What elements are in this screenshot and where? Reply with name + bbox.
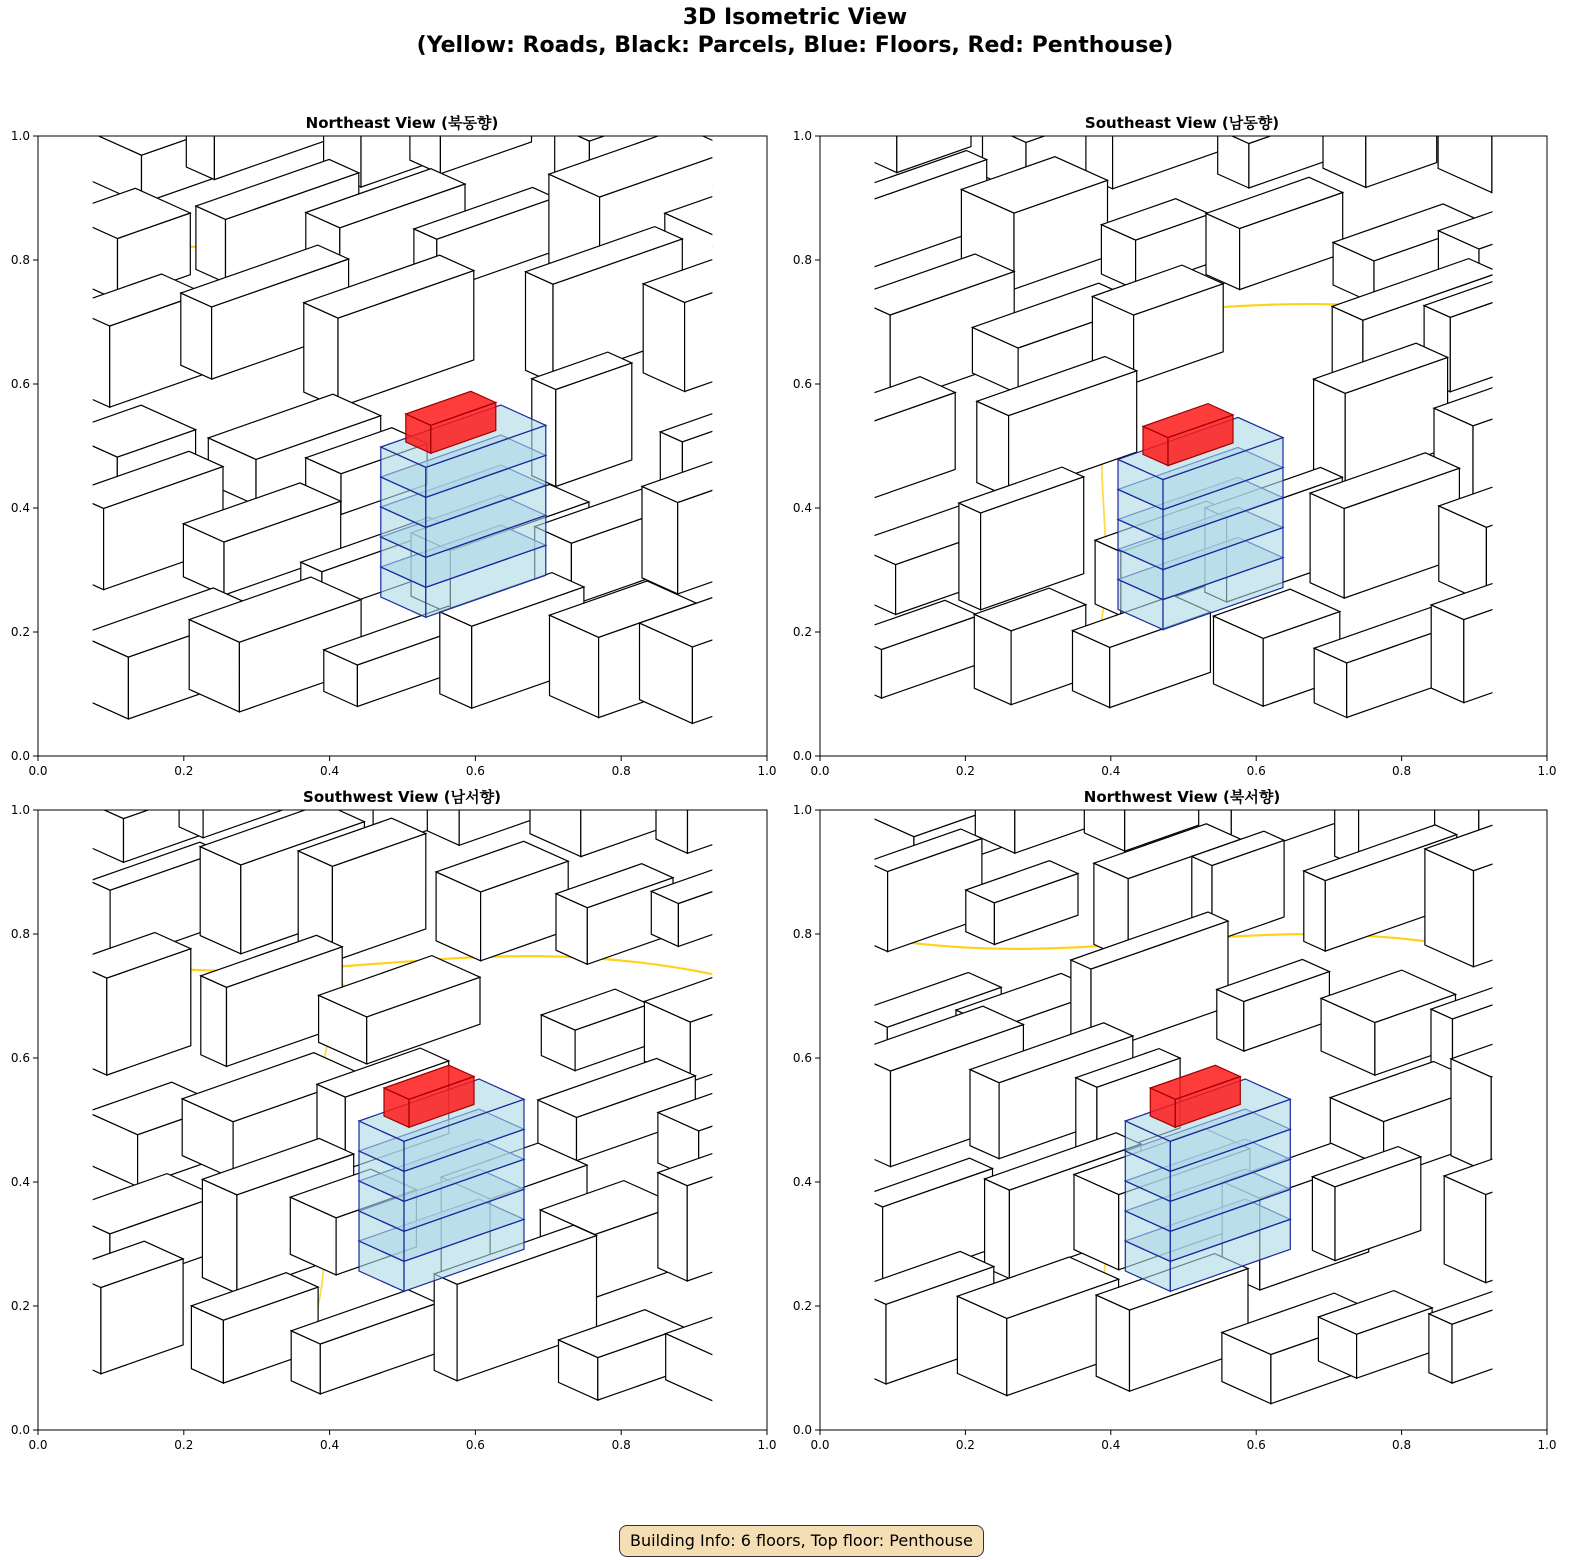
y-tick-label: 0.6 [10, 1051, 30, 1065]
x-tick-label: 0.8 [611, 1438, 631, 1452]
x-tick-label: 0.8 [1392, 764, 1412, 778]
x-tick-label: 0.2 [174, 764, 194, 778]
x-tick-label: 0.4 [1101, 1438, 1121, 1452]
parcel-building-face-top [1218, 88, 1368, 144]
y-tick-label: 0.4 [792, 1175, 812, 1189]
southeast-view-plot [780, 0, 1590, 780]
parcel-building [436, 841, 568, 961]
parcel-building [1435, 696, 1590, 856]
parcel-building-face-left [304, 303, 338, 408]
parcel-building-face-left [181, 293, 212, 379]
parcel-building-face-top [656, 733, 765, 774]
parcel-building-face-left [977, 401, 1009, 497]
parcel-building-face-top [1335, 742, 1455, 786]
parcel-building [71, 933, 191, 1076]
city-scene [60, 733, 821, 1402]
parcel-building-face-left [1429, 1314, 1452, 1383]
parcel-building-face-left [869, 114, 897, 173]
parcel-building-face-top [869, 88, 972, 127]
y-tick-label: 0.8 [10, 927, 30, 941]
x-tick-label: 0.8 [1392, 1438, 1412, 1452]
parcel-building-face-top [555, 81, 718, 142]
parcel-building-face-left [839, 405, 874, 498]
y-tick-label: 1.0 [10, 803, 30, 817]
y-tick-label: 0.4 [10, 1175, 30, 1189]
x-tick-label: 0.4 [1101, 764, 1121, 778]
y-tick-label: 0.6 [10, 377, 30, 391]
parcel-building-face-left [860, 1197, 883, 1288]
x-tick-label: 0.2 [955, 764, 975, 778]
parcel-building-face-top [1199, 758, 1336, 809]
parcel-building-face-left [850, 1053, 891, 1167]
target-building [1118, 404, 1283, 630]
parcel-building [1086, 54, 1226, 189]
parcel-building-face-right [688, 747, 765, 853]
parcel-building [1429, 1283, 1541, 1383]
parcel-building-face-top [1084, 721, 1227, 775]
x-tick-label: 0.6 [1246, 1438, 1266, 1452]
parcel-building-face-left [852, 1289, 886, 1384]
parcel-building [975, 739, 1107, 853]
parcel-building-face-right [1479, 208, 1590, 298]
parcel-building-face-left [434, 1274, 457, 1381]
city-scene [839, 54, 1590, 717]
parcel-building-face-left [427, 784, 459, 846]
parcel-building-face-top [1086, 54, 1226, 106]
parcel-building-face-right [1366, 82, 1437, 188]
parcel-building-face-left [656, 760, 688, 853]
x-tick-label: 0.6 [465, 764, 485, 778]
x-tick-label: 0.8 [611, 764, 631, 778]
parcel-building-face-top [410, 86, 532, 132]
parcel-building-face-right [440, 100, 531, 174]
x-tick-label: 0.2 [174, 1438, 194, 1452]
y-tick-label: 1.0 [792, 803, 812, 817]
parcel-building-face-top [660, 399, 777, 442]
parcel-building-face-right [581, 776, 665, 856]
x-tick-label: 1.0 [1537, 1438, 1557, 1452]
parcels-layer [839, 54, 1590, 717]
parcel-building [1206, 177, 1343, 289]
parcel-building-face-left [1438, 106, 1492, 192]
parcel-building [62, 1241, 183, 1374]
panel-title-southwest: Southwest View (남서향) [303, 788, 501, 806]
parcel-building [1438, 72, 1590, 193]
x-tick-label: 1.0 [757, 1438, 777, 1452]
x-tick-label: 0.4 [320, 1438, 340, 1452]
x-tick-label: 1.0 [1537, 764, 1557, 778]
y-tick-label: 0.0 [792, 749, 812, 763]
parcel-building-face-top [1438, 72, 1590, 131]
parcel-building-face-top [1435, 696, 1590, 760]
parcel-building-face-right [699, 1099, 790, 1181]
parcel-building-face-left [1310, 493, 1344, 598]
parcel-building-face-left [202, 1179, 237, 1293]
parcel-building [427, 757, 536, 846]
parcel-building-face-top [322, 751, 446, 800]
parcel-building-face-top [983, 86, 1133, 143]
x-tick-label: 0.2 [955, 1438, 975, 1452]
parcel-building-face-left [1312, 1177, 1335, 1261]
parcel-building-face-left [642, 486, 678, 594]
parcel-building-face-top [975, 739, 1107, 789]
y-tick-label: 0.6 [792, 377, 812, 391]
x-tick-label: 0.6 [465, 1438, 485, 1452]
parcel-building-face-top [1323, 62, 1437, 106]
y-tick-label: 1.0 [10, 129, 30, 143]
parcel-building-face-right [1491, 1041, 1590, 1174]
x-tick-label: 0.0 [28, 764, 48, 778]
y-tick-label: 0.6 [792, 1051, 812, 1065]
northwest-view-plot [780, 674, 1590, 1454]
x-tick-label: 0.6 [1246, 764, 1266, 778]
parcel-building-face-right [1479, 715, 1590, 855]
y-tick-label: 1.0 [792, 129, 812, 143]
y-tick-label: 0.8 [792, 927, 812, 941]
parcel-building-face-left [62, 1270, 101, 1374]
parcel-building-face-right [1486, 481, 1590, 603]
parcel-building-face-right [1113, 66, 1226, 189]
parcel-building-face-right [1015, 757, 1108, 853]
parcel-building-face-left [840, 195, 860, 272]
parcel-building-face-left [1451, 1059, 1491, 1174]
y-tick-label: 0.0 [10, 749, 30, 763]
target-building [359, 1065, 524, 1291]
y-tick-label: 0.0 [792, 1423, 812, 1437]
figure-title-line1: 3D Isometric View [682, 5, 908, 30]
parcel-building-face-top [530, 753, 664, 805]
parcel-building-face-left [1096, 1295, 1129, 1391]
parcel-building [530, 753, 664, 856]
parcel-building-face-top [186, 80, 328, 132]
y-tick-label: 0.2 [10, 625, 30, 639]
x-tick-label: 0.0 [810, 1438, 830, 1452]
y-tick-label: 0.2 [792, 1299, 812, 1313]
y-tick-label: 0.4 [792, 501, 812, 515]
x-tick-label: 0.4 [320, 764, 340, 778]
y-tick-label: 0.8 [792, 253, 812, 267]
target-building [381, 391, 546, 617]
panel-title-southeast: Southeast View (남동향) [1084, 114, 1280, 132]
parcel-building-face-left [970, 1070, 999, 1159]
parcel-building-face-top [179, 734, 303, 780]
city-scene [850, 696, 1590, 1404]
southwest-view-plot [0, 674, 790, 1454]
parcel-building-face-left [867, 862, 888, 952]
parcels-layer [60, 733, 821, 1402]
parcel-building-face-left [530, 783, 581, 857]
parcel-building-face-left [1323, 87, 1366, 187]
y-tick-label: 0.8 [10, 253, 30, 267]
parcel-building [966, 861, 1078, 945]
parcel-building-face-right [1486, 1147, 1590, 1282]
parcel-building-face-left [1084, 757, 1124, 851]
parcel-building [319, 956, 480, 1064]
x-tick-label: 0.0 [28, 1438, 48, 1452]
x-tick-label: 1.0 [757, 764, 777, 778]
panel-title-northeast: Northeast View (북동향) [305, 114, 499, 132]
figure-title-line2: (Yellow: Roads, Black: Parcels, Blue: Floors, Red: Penthouse) [416, 33, 1174, 58]
target-building [1125, 1065, 1290, 1291]
parcel-building [410, 86, 532, 173]
parcel-building-face-left [959, 503, 981, 610]
parcel-building-face-right [459, 771, 536, 845]
parcel-building-face-left [658, 1173, 687, 1281]
parcels-layer [850, 696, 1590, 1404]
parcel-building-face-left [179, 769, 203, 838]
northeast-view-plot [0, 0, 790, 780]
parcel-building-face-top [324, 84, 444, 130]
parcel-building-face-right [1492, 96, 1590, 193]
y-tick-label: 0.2 [10, 1299, 30, 1313]
parcel-building-face-left [71, 962, 107, 1075]
parcel-building-face-left [1304, 871, 1326, 951]
parcel-building [541, 989, 649, 1071]
parcel-building [186, 80, 328, 180]
panel-title-northwest: Northwest View (북서향) [1083, 788, 1281, 806]
parcel-building-face-left [70, 493, 104, 590]
building-info-box: Building Info: 6 floors, Top floor: Penthouse [619, 1525, 984, 1557]
y-tick-label: 0.0 [10, 1423, 30, 1437]
parcel-building [656, 733, 765, 853]
parcel-building [1217, 959, 1330, 1051]
parcel-building-face-top [427, 757, 536, 798]
parcel-building [839, 377, 956, 498]
parcel-building-face-left [526, 272, 554, 383]
city-scene [63, 80, 825, 723]
parcel-building-face-left [201, 976, 227, 1067]
parcel-building [1323, 62, 1437, 187]
x-tick-label: 0.0 [810, 764, 830, 778]
parcel-building [959, 467, 1084, 610]
parcel-building-face-left [851, 297, 890, 404]
parcel-building-face-left [1095, 540, 1121, 616]
y-tick-label: 0.4 [10, 501, 30, 515]
y-tick-label: 0.2 [792, 625, 812, 639]
